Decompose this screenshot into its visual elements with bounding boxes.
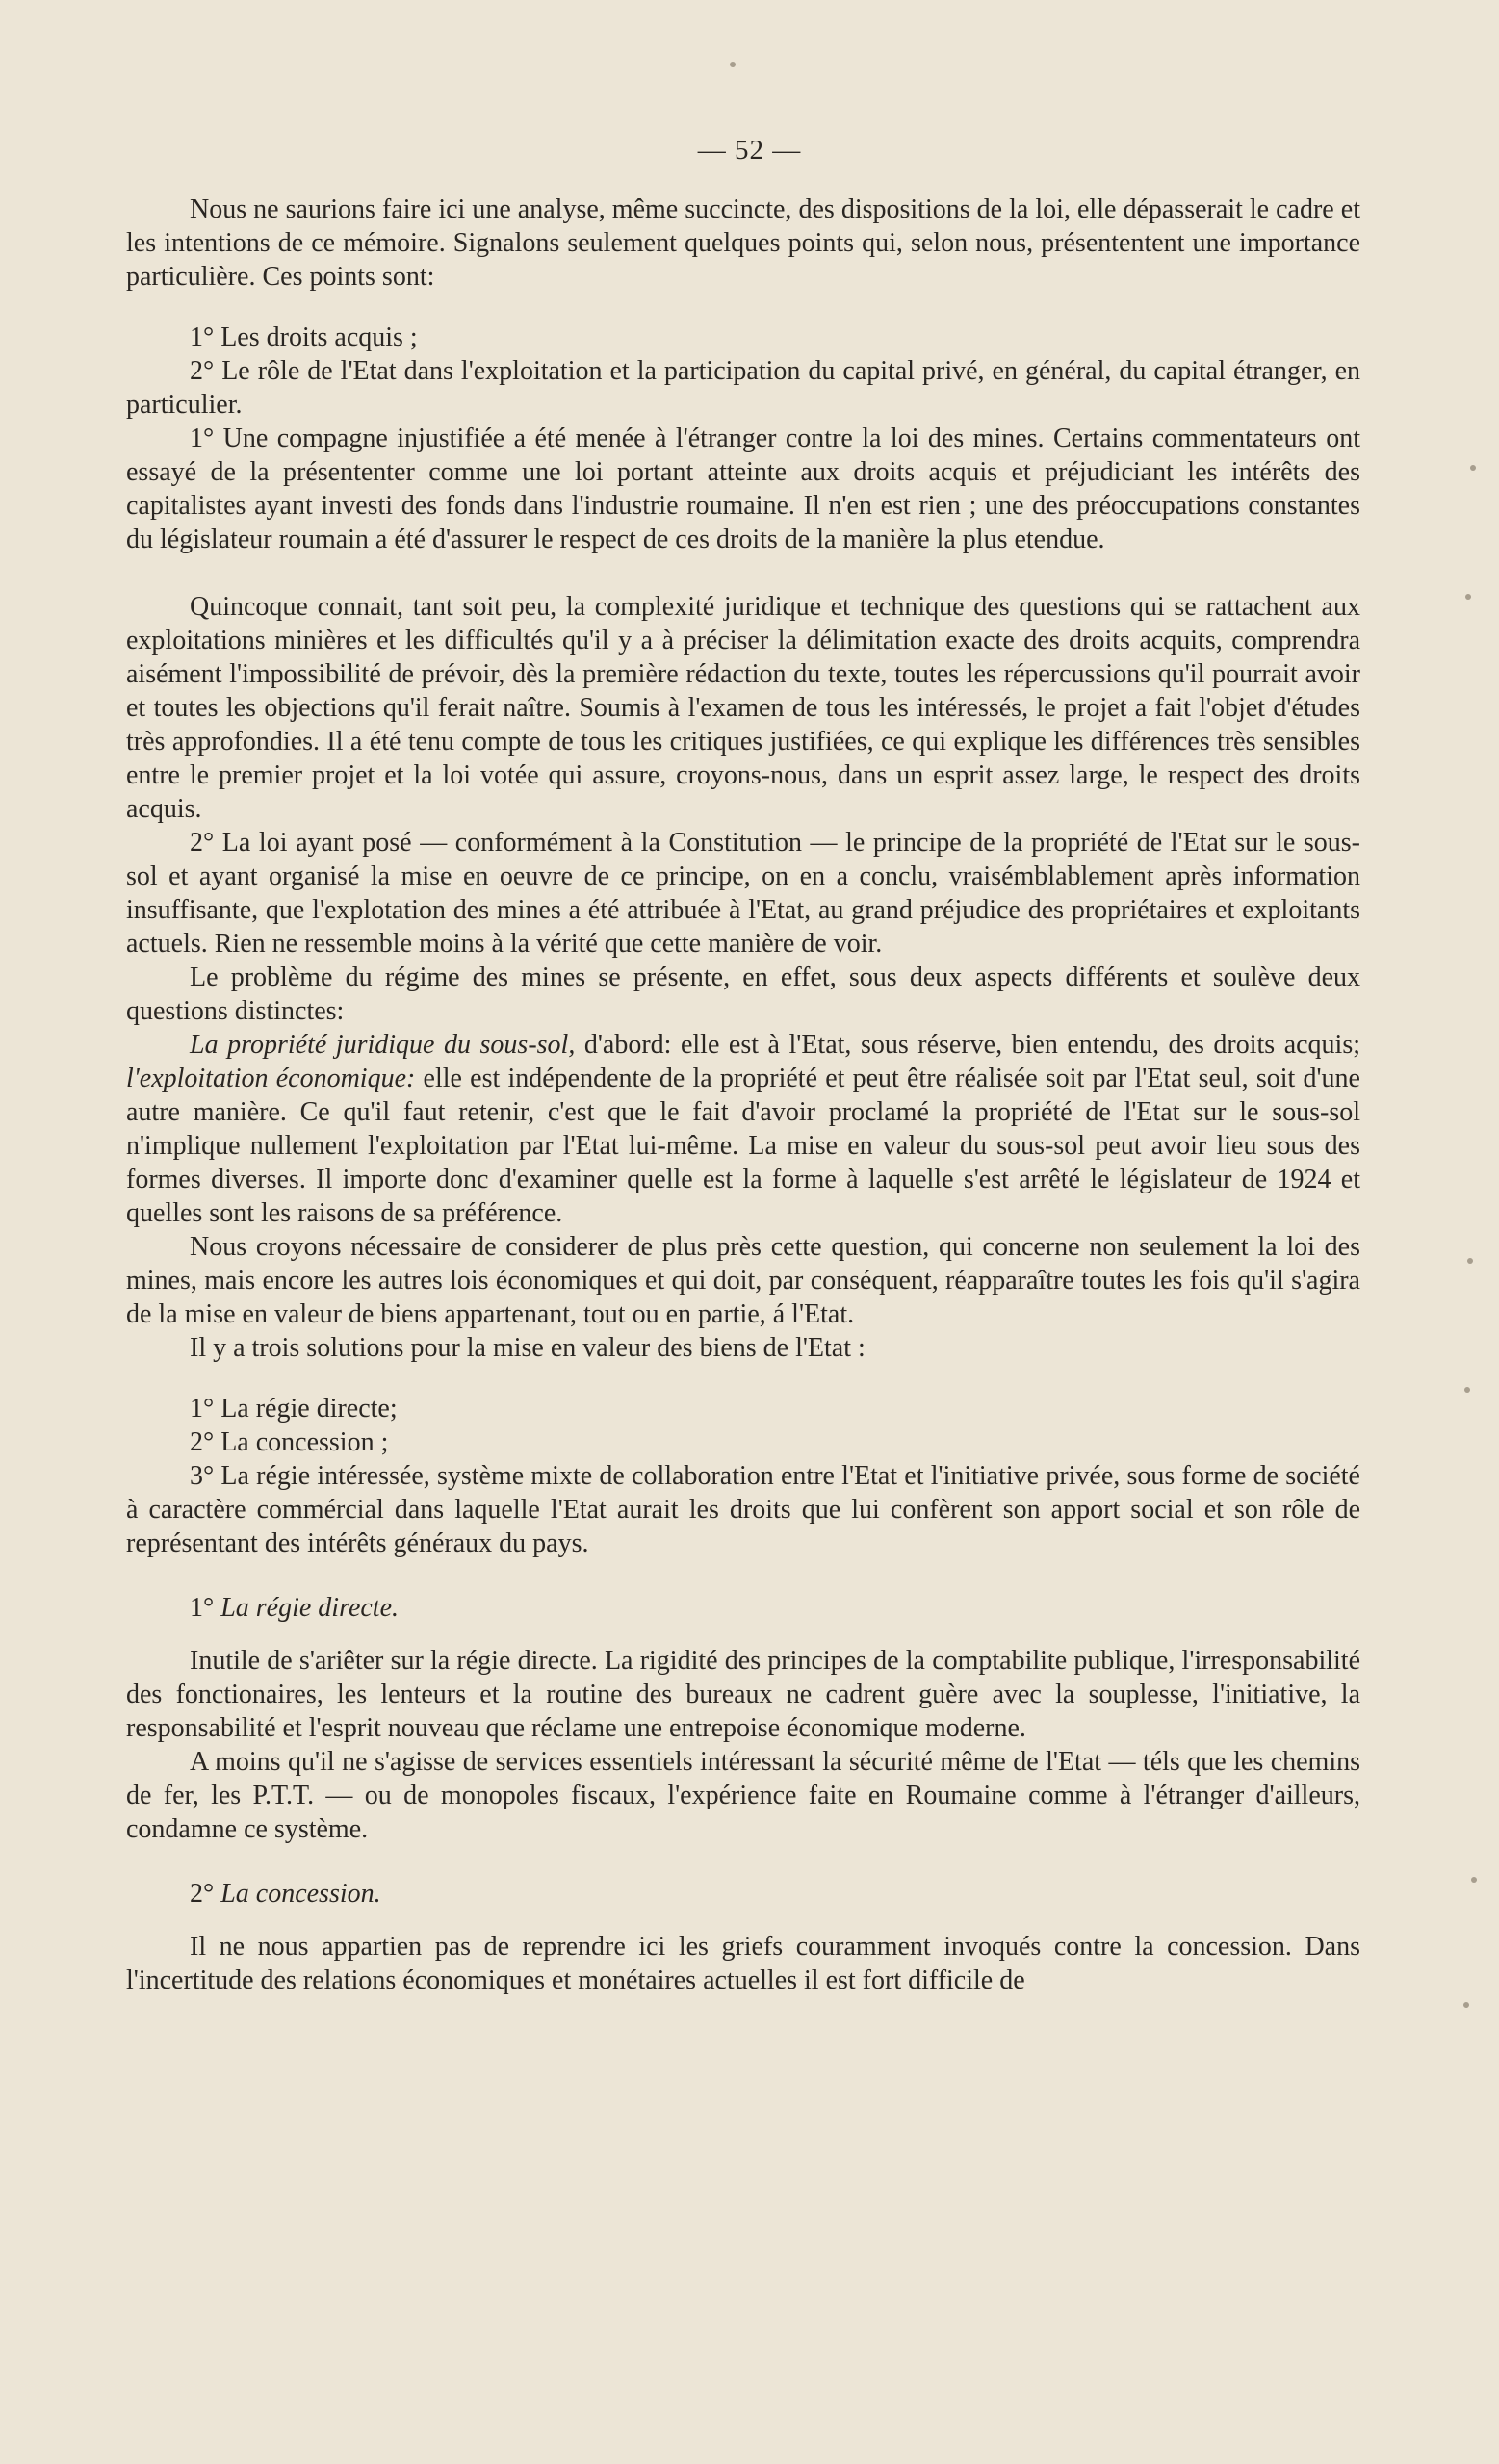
heading-number: 2° [190,1879,215,1909]
paper-speck [1463,2002,1469,2008]
paper-speck [730,62,736,67]
page-number: — 52 — [697,135,802,166]
paragraph-intro: Nous ne saurions faire ici une analyse, même succincte, des dispositions de la loi, elle dépasserait le cadre et les intentions de ce mémoire. Signalons seulement quelques points qui, selon nous, présententent une importance particulière. Ces points sont: [126,194,1360,292]
list-item-regie-directe: 1° La régie directe; [190,1394,398,1424]
paper-speck [1464,1387,1470,1393]
list-item-role-etat: 2° Le rôle de l'Etat dans l'exploitation et la participation du capital privé, en général, du capital étranger, en particulier. [126,356,1360,420]
italic-exploitation: l'exploitation économique: [126,1064,416,1093]
text-span: d'abord: elle est à l'Etat, sous réserve, bien entendu, des droits acquis; [575,1030,1361,1060]
paragraph-nous-croyons: Nous croyons nécessaire de considerer de plus près cette question, qui concerne non seulement la loi des mines, mais encore les autres lois économiques et qui doit, par conséquent, réapparaître toutes les fois qu'il s'agira de la mise en valeur de biens appartenant, tout ou en partie, á l'Etat. [126,1232,1360,1329]
paragraph-propriete-juridique [126,1028,1360,1230]
paragraph-loi-ayant-pose: 2° La loi ayant posé — conformément à la Constitution — le principe de la propriété de l'Etat sur le sous-sol et ayant organisé la mise en oeuvre de ce principe, on en a conclu, vraisémblablement après information insuffisante, que l'explotation des mines a été attribuée à l'Etat, au grand préjudice des propriétaires et exploitants actuels. Rien ne ressemble moins à la vérité que cette manière de voir. [126,828,1360,959]
paper-speck [1471,1877,1477,1883]
paragraph-a-moins: A moins qu'il ne s'agisse de services essentiels intéressant la sécurité même de l'Etat — téls que les chemins de fer, les P.T.T. — ou de monopoles fiscaux, l'expérience faite en Roumaine comme à l'étranger d'ailleurs, condamne ce système. [126,1747,1360,1844]
paragraph-probleme: Le problème du régime des mines se présente, en effet, sous deux aspects différents et soulève deux questions distinctes: [126,962,1360,1026]
section-heading-concession [126,1877,1360,1911]
section-heading-regie-directe [126,1591,1360,1625]
text-span: elle est indépendente de la propriété et peut être réalisée soit par l'Etat seul, soit d'une autre manière. Ce qu'il faut retenir, c'est que le fait d'avoir proclamé la propriété de l'Etat sur le sous-sol n'implique nullement l'exploitation par l'Etat lui-même. La mise en valeur du sous-sol peut avoir lieu sous des formes diverses. Il importe donc d'examiner quelle est la forme à laquelle s'est arrêté le législateur de 1924 et quelles sont les raisons de sa préférence. [126,1064,1360,1228]
paragraph-griefs: Il ne nous appartien pas de reprendre ici les griefs couramment invoqués contre la concession. Dans l'incertitude des relations économiques et monétaires actuelles il est fort difficile de [126,1932,1360,1995]
list-item-concession: 2° La concession ; [190,1427,389,1457]
paper-speck [1465,594,1471,600]
heading-title: La régie directe. [220,1593,400,1623]
paragraph-trois-solutions: Il y a trois solutions pour la mise en valeur des biens de l'Etat : [190,1333,866,1363]
heading-number: 1° [190,1593,215,1623]
paper-speck [1467,1258,1473,1264]
paragraph-inutile: Inutile de s'ariêter sur la régie directe. La rigidité des principes de la comptabilite publique, l'irresponsabilité des fonctionaires, les lenteurs et la routine des bureaux ne cadrent guère avec la souplesse, l'initiative, la responsabilité et l'esprit nouveau que réclame une entrepoise économique moderne. [126,1646,1360,1743]
paragraph-compagne: 1° Une compagne injustifiée a été menée à l'étranger contre la loi des mines. Certains commentateurs ont essayé de la présententer comme une loi portant atteinte aux droits acquis et préjudiciant les intérêts des capitalistes ayant investi des fonds dans l'industrie roumaine. Il n'en est rien ; une des préoccupations constantes du législateur roumain a été d'assurer le respect de ces droits de la manière la plus etendue. [126,424,1360,554]
list-item-droits-acquis: 1° Les droits acquis ; [190,322,418,352]
list-item-regie-interessee: 3° La régie intéressée, système mixte de collaboration entre l'Etat et l'initiative privée, sous forme de société à caractère commércial dans laquelle l'Etat aurait les droits que lui confèrent son apport social et son rôle de représentant des intérêts généraux du pays. [126,1461,1360,1558]
paper-speck [1470,465,1476,471]
paragraph-quincoque: Quincoque connait, tant soit peu, la complexité juridique et technique des questions qui se rattachent aux exploitations minières et les difficultés qu'il y a à préciser la délimitation exacte des droits acquits, comprendra aisément l'impossibilité de prévoir, dès la première rédaction du texte, toutes les répercussions qu'il pourrait avoir et toutes les objections qu'il ferait naître. Soumis à l'examen de tous les intéressés, le projet a fait l'objet d'études très approfondies. Il a été tenu compte de tous les critiques justifiées, ce qui explique les différences très sensibles entre le premier projet et la loi votée qui assure, croyons-nous, dans un esprit assez large, le respect des droits acquis. [126,592,1360,824]
heading-title: La concession. [220,1879,381,1909]
italic-propriete: La propriété juridique du sous-sol, [190,1030,576,1060]
body-text [126,192,1360,1997]
